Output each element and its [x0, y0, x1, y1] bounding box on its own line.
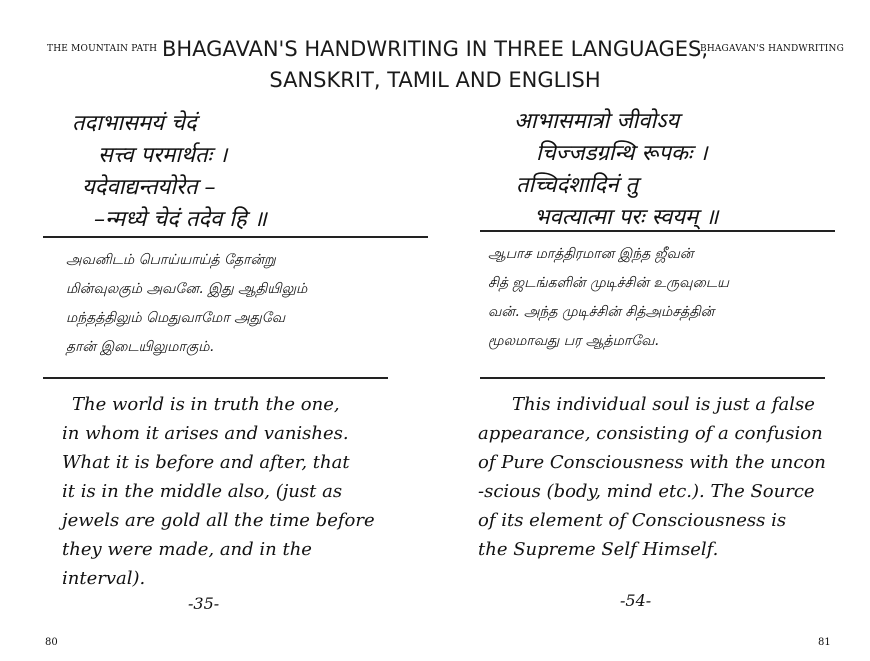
right-english-line: of Pure Consciousness with the uncon — [478, 452, 826, 473]
left-english-line: they were made, and in the — [62, 539, 312, 560]
left-english-line: The world is in truth the one, — [72, 394, 340, 415]
left-sanskrit-line: –न्मध्ये चेदं तदेव हि ॥ — [94, 207, 267, 232]
right-running-head: BHAGAVAN'S HANDWRITING — [700, 44, 845, 54]
left-sanskrit-line: यदेवाद्यन्तयोरेत – — [82, 175, 216, 200]
right-sanskrit-verse — [514, 106, 718, 234]
right-tamil-line: ஆபாச மாத்திரமான இந்த ஜீவன் — [488, 246, 694, 262]
left-english-text — [62, 390, 375, 593]
right-tamil-verse — [488, 240, 729, 356]
left-english-line: in whom it arises and vanishes. — [62, 423, 349, 444]
right-divider-bottom — [480, 377, 825, 379]
right-english-text — [478, 390, 826, 564]
left-sanskrit-line: तदाभासमयं चेदं — [72, 111, 197, 136]
right-divider-top — [480, 230, 835, 232]
left-english-line: interval). — [62, 568, 146, 589]
left-english-line: it is in the middle also, (just as — [62, 481, 343, 502]
right-english-line: of its element of Consciousness is — [478, 510, 787, 531]
left-english-line: jewels are gold all the time before — [62, 510, 375, 531]
left-tamil-line: மந்தத்திலும் மெதுவாமோ அதுவே — [66, 310, 286, 326]
right-english-line: the Supreme Self Himself. — [478, 539, 719, 560]
left-running-head: THE MOUNTAIN PATH — [47, 44, 158, 54]
right-sanskrit-line: चिज्जडग्रन्थि रूपकः । — [536, 141, 708, 166]
title-line-1: BHAGAVAN'S HANDWRITING IN THREE LANGUAGES, — [161, 37, 709, 61]
left-sanskrit-line: सत्त्व परमार्थतः । — [98, 143, 228, 168]
right-english-line: -scious (body, mind etc.). The Source — [478, 481, 815, 502]
right-folio: 81 — [818, 637, 831, 648]
right-tamil-line: சித் ஜடங்களின் முடிச்சின் உருவுடைய — [488, 275, 729, 291]
right-tamil-line: மூலமாவது பர ஆத்மாவே. — [488, 333, 659, 349]
title-line-2: SANSKRIT, TAMIL AND ENGLISH — [269, 68, 601, 92]
right-english-line: This individual soul is just a false — [512, 394, 815, 415]
left-folio: 80 — [45, 637, 58, 648]
right-handwritten-page-number: -54- — [620, 591, 652, 610]
right-tamil-line: வன். அந்த முடிச்சின் சித்அம்சத்தின் — [488, 304, 715, 320]
left-handwritten-page-number: -35- — [188, 594, 220, 613]
left-tamil-verse — [66, 246, 307, 362]
left-english-line: What it is before and after, that — [62, 452, 350, 473]
left-divider-top — [43, 236, 428, 238]
right-sanskrit-line: भवत्यात्मा परः स्वयम् ॥ — [534, 205, 719, 230]
left-tamil-line: தான் இடையிலுமாகும். — [66, 339, 214, 355]
left-tamil-line: மின்வுலகும் அவனே. இது ஆதியிலும் — [66, 281, 308, 297]
right-sanskrit-line: तच्चिदंशादिनं तु — [516, 173, 638, 198]
left-sanskrit-verse — [72, 108, 267, 236]
right-english-line: appearance, consisting of a confusion — [478, 423, 823, 444]
right-sanskrit-line: आभासमात्रो जीवोऽय — [514, 109, 680, 134]
page-title — [140, 34, 730, 96]
left-divider-bottom — [43, 377, 388, 379]
left-tamil-line: அவனிடம் பொய்யாய்த் தோன்று — [66, 252, 276, 268]
